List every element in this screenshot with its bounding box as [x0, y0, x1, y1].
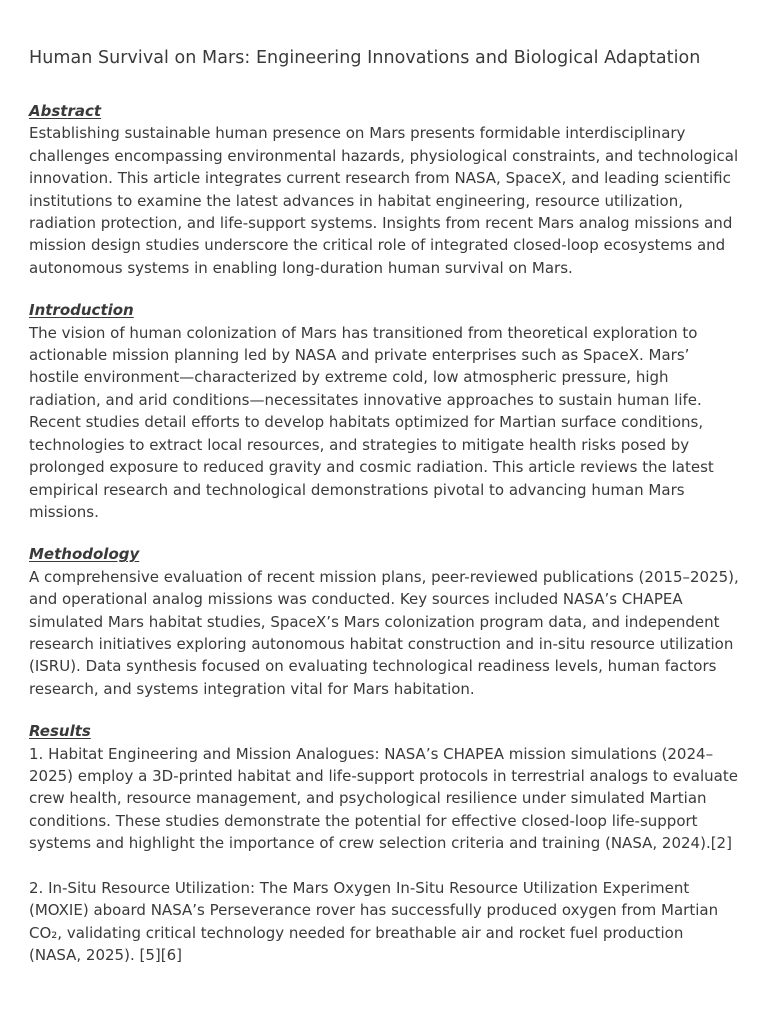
abstract-heading: Abstract	[29, 102, 102, 120]
methodology-section	[29, 543, 739, 700]
results-section	[29, 720, 739, 966]
results-paragraph-habitat: 1. Habitat Engineering and Mission Analogues: NASA’s CHAPEA mission simulations (2024–2025) employ a 3D-printed habitat and life-support protocols in terrestrial analogs to evaluate crew health, resource management, and psychological resilience under simulated Martian conditions. These studies demonstrate the potential for effective closed-loop life-support systems and highlight the importance of crew selection criteria and training (NASA, 2024).[2]	[29, 744, 738, 853]
document-title: Human Survival on Mars: Engineering Innovations and Biological Adaptation	[29, 48, 701, 68]
introduction-heading: Introduction	[29, 301, 134, 320]
introduction-section	[29, 299, 739, 523]
results-paragraph-isru: 2. In-Situ Resource Utilization: The Mars Oxygen In-Situ Resource Utilization Experiment (MOXIE) aboard NASA’s Perseverance rover has successfully produced oxygen from Martian CO₂, validating critical technology needed for breathable air and rocket fuel production (NASA, 2025). [5][6]	[29, 878, 719, 965]
abstract-paragraph: Establishing sustainable human presence on Mars presents formidable interdisciplinary challenges encompassing environmental hazards, physiological constraints, and technological innovation. This article integrates current research from NASA, SpaceX, and leading scientific institutions to examine the latest advances in habitat engineering, resource utilization, radiation protection, and life-support systems. Insights from recent Mars analog missions and mission design studies underscore the critical role of integrated closed-loop ecosystems and autonomous systems in enabling long-duration human survival on Mars.	[29, 124, 739, 277]
results-heading: Results	[29, 722, 91, 741]
abstract-section	[29, 100, 739, 279]
introduction-paragraph: The vision of human colonization of Mars has transitioned from theoretical exploration to actionable mission planning led by NASA and private enterprises such as SpaceX. Mars’ hostile environment—characterized by extreme cold, low atmospheric pressure, high radiation, and arid conditions—necessitates innovative approaches to sustain human life. Recent studies detail efforts to develop habitats optimized for Martian surface conditions, technologies to extract local resources, and strategies to mitigate health risks posed by prolonged exposure to reduced gravity and cosmic radiation. This article reviews the latest empirical research and technological demonstrations pivotal to advancing human Mars missions.	[29, 323, 714, 521]
methodology-heading: Methodology	[29, 545, 140, 564]
methodology-paragraph: A comprehensive evaluation of recent mission plans, peer-reviewed publications (2015–2025), and operational analog missions was conducted. Key sources included NASA’s CHAPEA simulated Mars habitat studies, SpaceX’s Mars colonization program data, and independent research initiatives exploring autonomous habitat construction and in-situ resource utilization (ISRU). Data synthesis focused on evaluating technological readiness levels, human factors research, and systems integration vital for Mars habitation.	[29, 567, 739, 698]
